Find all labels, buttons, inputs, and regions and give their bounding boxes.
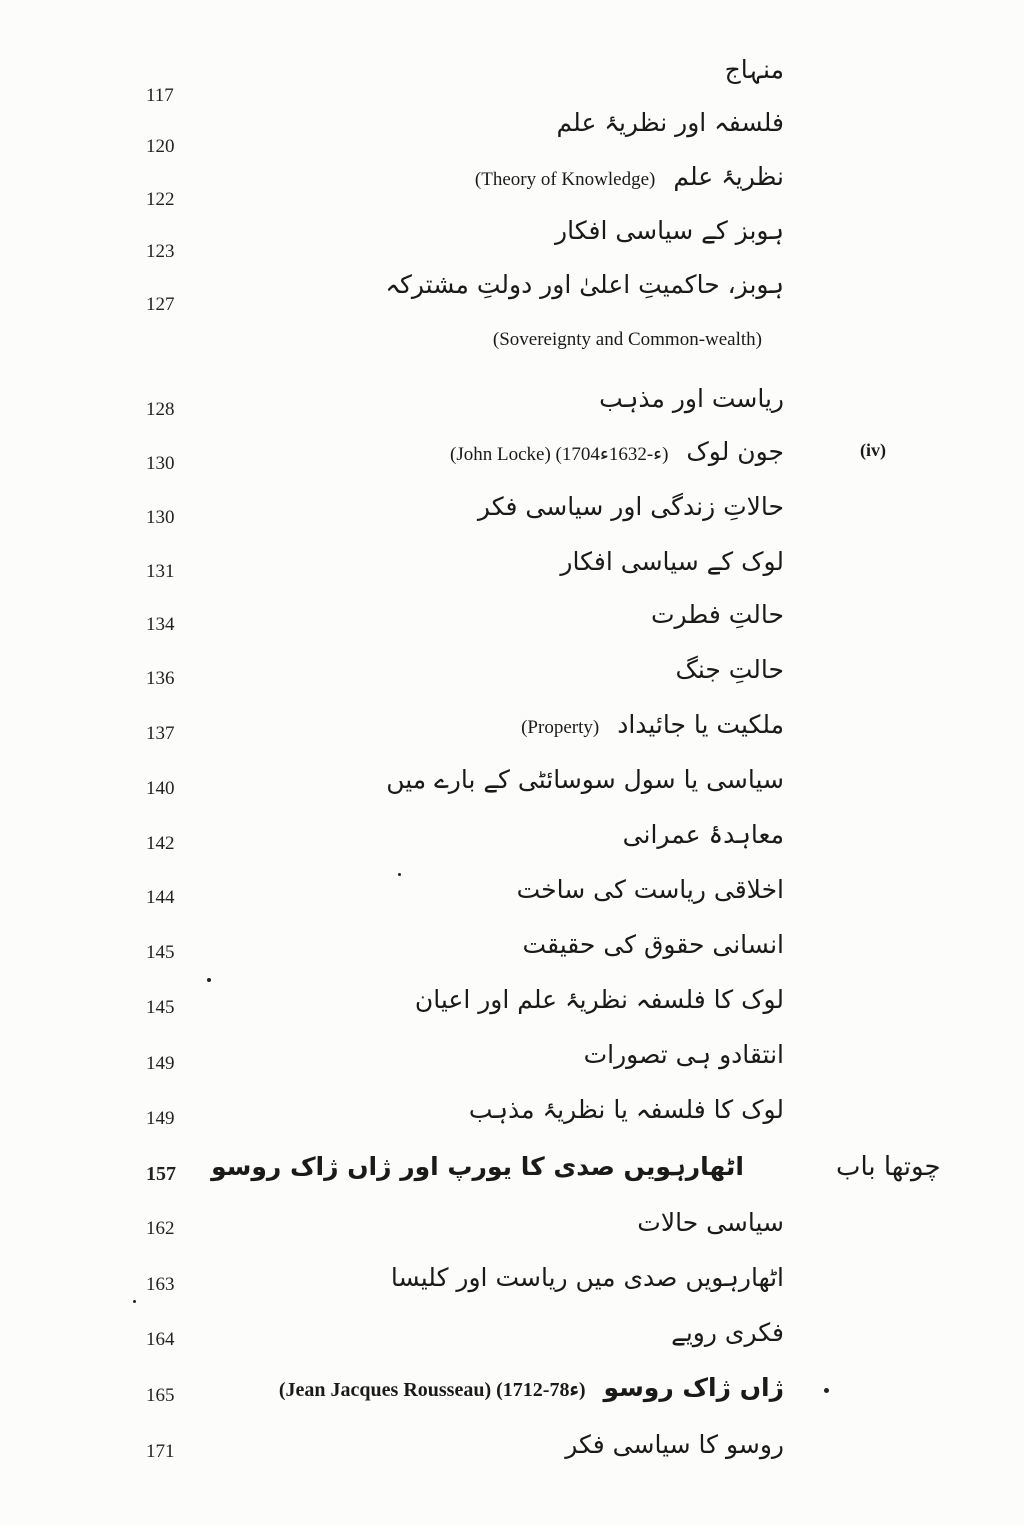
- entry-19-page: 149: [146, 1108, 175, 1129]
- entry-22-page: 163: [146, 1274, 175, 1295]
- entry-4-page: 123: [146, 241, 175, 262]
- bullet-dot: [824, 1388, 829, 1393]
- entry-7: [450, 437, 784, 470]
- entry-23: [671, 1318, 784, 1348]
- entry-4-urdu: ہوبز، حاکمیتِ اعلیٰ اور دولتِ مشترکہ: [385, 270, 784, 299]
- entry-16-urdu: انسانی حقوق کی حقیقت: [522, 930, 784, 959]
- entry-2-urdu: نظریۂ علم: [673, 162, 784, 191]
- entry-2-english: (Theory of Knowledge): [474, 169, 656, 190]
- entry-2-page: 120: [146, 136, 175, 157]
- entry-21: [637, 1208, 784, 1238]
- entry-7-page: 130: [146, 453, 175, 474]
- entry-16: [523, 930, 784, 960]
- entry-11: [675, 655, 784, 685]
- entry-18-urdu: انتقادو ہی تصورات: [583, 1040, 784, 1069]
- entry-15-urdu: اخلاقی ریاست کی ساخت: [516, 875, 784, 904]
- entry-1-urdu: فلسفہ اور نظریۂ علم: [556, 108, 784, 137]
- stray-dot: [207, 978, 211, 982]
- entry-8-page: 130: [146, 507, 175, 528]
- entry-1-page: 117: [146, 85, 174, 106]
- entry-9-page: 131: [146, 561, 175, 582]
- entry-25-urdu: روسو کا سیاسی فکر: [565, 1430, 784, 1459]
- entry-5-page: 127: [146, 294, 175, 315]
- entry-12-urdu: ملکیت یا جائیداد: [617, 710, 784, 739]
- entry-25-page: 171: [146, 1441, 175, 1462]
- entry-24-page: 165: [146, 1385, 175, 1406]
- entry-24: [279, 1373, 784, 1405]
- entry-20-page: 157: [146, 1163, 176, 1185]
- entry-18-page: 149: [146, 1053, 175, 1074]
- entry-20-urdu: اٹھارہویں صدی کا یورپ اور ژاں ژاک روسو: [211, 1152, 744, 1181]
- entry-14-page: 142: [146, 833, 175, 854]
- entry-15: [517, 875, 784, 905]
- entry-12: [521, 710, 784, 743]
- entry-13-urdu: سیاسی یا سول سوسائٹی کے بارے میں: [386, 765, 784, 794]
- entry-9: [560, 547, 784, 577]
- entry-2: [475, 162, 784, 195]
- entry-10: [651, 600, 784, 630]
- entry-3: [555, 216, 784, 246]
- entry-23-urdu: فکری رویے: [671, 1318, 784, 1347]
- entry-11-page: 136: [146, 668, 175, 689]
- stray-dot: [398, 873, 401, 876]
- entry-21-urdu: سیاسی حالات: [637, 1208, 784, 1237]
- chapter-label: چوتھا باب: [836, 1152, 941, 1182]
- entry-19-urdu: لوک کا فلسفہ یا نظریۂ مذہب: [468, 1095, 784, 1124]
- entry-13: [386, 765, 784, 795]
- entry-10-page: 134: [146, 614, 175, 635]
- entry-18: [584, 1040, 784, 1070]
- entry-15-page: 144: [146, 887, 175, 908]
- entry-16-page: 145: [146, 942, 175, 963]
- entry-6-urdu: ریاست اور مذہب: [599, 384, 784, 413]
- entry-20: [211, 1152, 744, 1182]
- entry-21-page: 162: [146, 1218, 175, 1239]
- entry-3-page: 122: [146, 189, 175, 210]
- entry-8: [478, 492, 784, 522]
- entry-6: [599, 384, 784, 414]
- entry-12-english: (Property): [521, 717, 600, 738]
- entry-14-urdu: معاہدۂ عمرانی: [622, 820, 784, 849]
- entry-23-page: 164: [146, 1329, 175, 1350]
- entry-11-urdu: حالتِ جنگ: [675, 655, 784, 684]
- entry-5-english: (Sovereignty and Common-wealth): [492, 329, 762, 350]
- entry-8-urdu: حالاتِ زندگی اور سیاسی فکر: [477, 492, 784, 521]
- entry-22-urdu: اٹھارہویں صدی میں ریاست اور کلیسا: [390, 1263, 784, 1292]
- entry-19: [469, 1095, 784, 1125]
- entry-25: [565, 1430, 784, 1460]
- entry-0: [725, 55, 784, 85]
- entry-7-urdu: جون لوک: [686, 437, 784, 466]
- entry-13-page: 140: [146, 778, 175, 799]
- entry-24-english: (Jean Jacques Rousseau) (1712-78ء): [278, 1379, 586, 1401]
- entry-1: [557, 108, 784, 138]
- entry-24-urdu: ژاں ژاک روسو: [603, 1373, 784, 1402]
- entry-17: [415, 985, 784, 1015]
- entry-17-urdu: لوک کا فلسفہ نظریۂ علم اور اعیان: [414, 985, 784, 1014]
- entry-12-page: 137: [146, 723, 175, 744]
- entry-6-page: 128: [146, 399, 175, 420]
- entry-9-urdu: لوک کے سیاسی افکار: [560, 547, 784, 576]
- entry-0-urdu: منہاج: [724, 55, 784, 84]
- roman-page-marker: (iv): [860, 440, 886, 460]
- entry-7-english: (John Locke) (1704ء-1632ء): [450, 444, 669, 465]
- entry-10-urdu: حالتِ فطرت: [651, 600, 784, 629]
- entry-22: [391, 1263, 784, 1293]
- entry-4: [385, 270, 784, 300]
- entry-3-urdu: ہوبز کے سیاسی افکار: [555, 216, 784, 245]
- stray-dot: [133, 1300, 136, 1303]
- entry-17-page: 145: [146, 997, 175, 1018]
- entry-14: [623, 820, 784, 850]
